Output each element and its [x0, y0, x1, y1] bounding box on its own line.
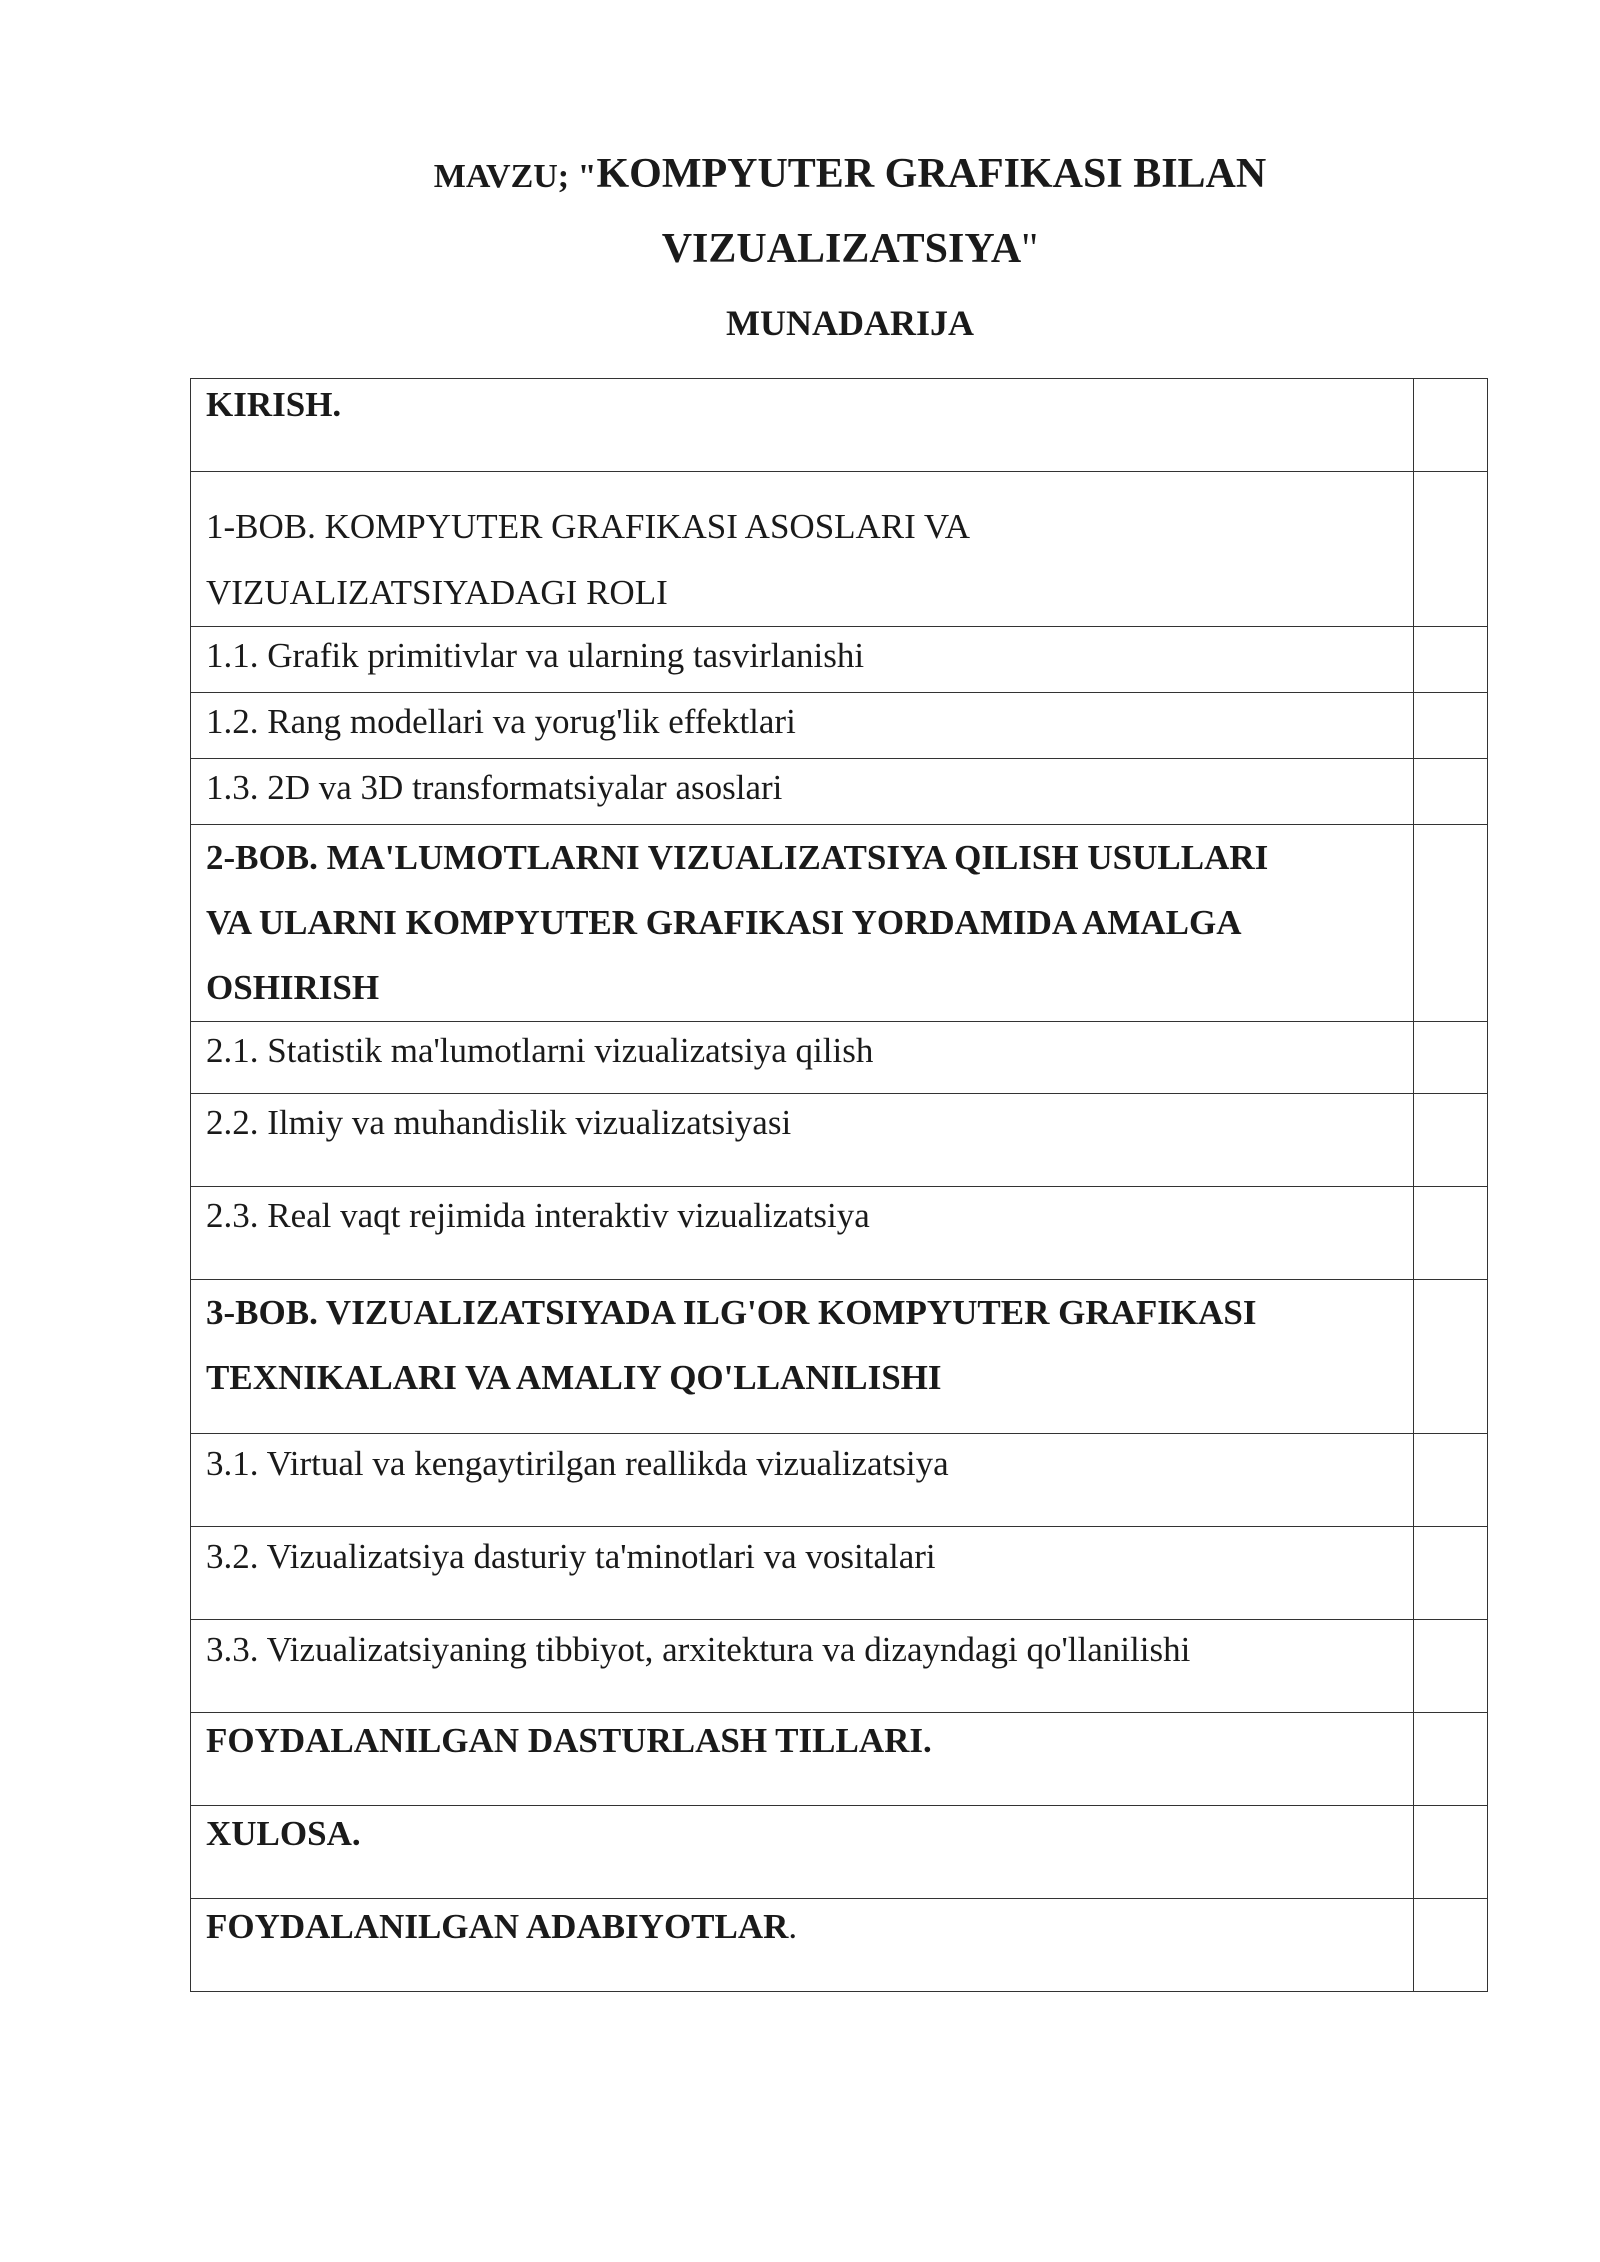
toc-page-cell	[1414, 472, 1488, 627]
toc-row	[191, 1899, 1488, 1992]
toc-entry-2-2: 2.2. Ilmiy va muhandislik vizualizatsiyasi	[191, 1094, 1414, 1187]
title-text-line2: VIZUALIZATSIYA	[661, 226, 1022, 272]
toc-row	[191, 1187, 1488, 1280]
toc-row	[191, 627, 1488, 693]
toc-entry-2-3: 2.3. Real vaqt rejimida interaktiv vizualizatsiya	[191, 1187, 1414, 1280]
toc-entry-languages: FOYDALANILGAN DASTURLASH TILLARI.	[191, 1713, 1414, 1806]
toc-page-cell	[1414, 1806, 1488, 1899]
toc-row	[191, 1620, 1488, 1713]
toc-page-cell	[1414, 1899, 1488, 1992]
toc-row	[191, 1434, 1488, 1527]
toc-page-cell	[1414, 379, 1488, 472]
toc-page-cell	[1414, 1434, 1488, 1527]
toc-entry-references	[191, 1899, 1414, 1992]
toc-entry-chapter-3	[191, 1280, 1414, 1434]
references-label: FOYDALANILGAN ADABIYOTLAR	[206, 1907, 789, 1946]
toc-entry-3-1: 3.1. Virtual va kengaytirilgan reallikda vizualizatsiya	[191, 1434, 1414, 1527]
chapter-2-line3: OSHIRISH	[206, 968, 380, 1007]
toc-page-cell	[1414, 759, 1488, 825]
document-title-line2	[0, 225, 1600, 273]
toc-page-cell	[1414, 1280, 1488, 1434]
chapter-1-line2: VIZUALIZATSIYADAGI ROLI	[206, 573, 668, 612]
toc-row	[191, 1022, 1488, 1094]
toc-entry-1-3: 1.3. 2D va 3D transformatsiyalar asoslari	[191, 759, 1414, 825]
contents-heading: MUNADARIJA	[726, 303, 974, 343]
toc-entry-chapter-2	[191, 825, 1414, 1022]
title-closing-quote: "	[1021, 226, 1039, 272]
chapter-1-line1: 1-BOB. KOMPYUTER GRAFIKASI ASOSLARI VA	[206, 507, 970, 546]
toc-page-cell	[1414, 1094, 1488, 1187]
toc-row	[191, 1527, 1488, 1620]
references-period: .	[788, 1907, 798, 1946]
document-title-line1	[0, 150, 1600, 198]
toc-entry-1-2: 1.2. Rang modellari va yorug'lik effektlari	[191, 693, 1414, 759]
toc-entry-2-1: 2.1. Statistik ma'lumotlarni vizualizatsiya qilish	[191, 1022, 1414, 1094]
toc-row	[191, 472, 1488, 627]
chapter-3-line1: 3-BOB. VIZUALIZATSIYADA ILG'OR KOMPYUTER GRAFIKASI	[206, 1293, 1257, 1332]
toc-page-cell	[1414, 693, 1488, 759]
toc-row	[191, 693, 1488, 759]
toc-row	[191, 379, 1488, 472]
toc-row	[191, 1094, 1488, 1187]
toc-row	[191, 759, 1488, 825]
toc-page-cell	[1414, 627, 1488, 693]
toc-row	[191, 825, 1488, 1022]
chapter-2-line1: 2-BOB. MA'LUMOTLARNI VIZUALIZATSIYA QILISH USULLARI	[206, 838, 1269, 877]
chapter-3-line2: TEXNIKALARI VA AMALIY QO'LLANILISHI	[206, 1358, 942, 1397]
toc-row	[191, 1280, 1488, 1434]
toc-entry-chapter-1	[191, 472, 1414, 627]
toc-entry-3-3: 3.3. Vizualizatsiyaning tibbiyot, arxitektura va dizayndagi qo'llanilishi	[191, 1620, 1414, 1713]
title-text-line1: KOMPYUTER GRAFIKASI BILAN	[596, 151, 1267, 197]
toc-page-cell	[1414, 1620, 1488, 1713]
toc-page-cell	[1414, 1187, 1488, 1280]
toc-entry-1-1: 1.1. Grafik primitivlar va ularning tasvirlanishi	[191, 627, 1414, 693]
toc-entry-kirish: KIRISH.	[191, 379, 1414, 472]
table-of-contents	[190, 378, 1488, 1992]
chapter-2-line2: VA ULARNI KOMPYUTER GRAFIKASI YORDAMIDA AMALGA	[206, 903, 1242, 942]
toc-page-cell	[1414, 1022, 1488, 1094]
toc-row	[191, 1806, 1488, 1899]
toc-entry-conclusion: XULOSA.	[191, 1806, 1414, 1899]
toc-entry-3-2: 3.2. Vizualizatsiya dasturiy ta'minotlari va vositalari	[191, 1527, 1414, 1620]
toc-page-cell	[1414, 1713, 1488, 1806]
toc-row	[191, 1713, 1488, 1806]
toc-page-cell	[1414, 825, 1488, 1022]
toc-page-cell	[1414, 1527, 1488, 1620]
title-prefix: MAVZU; "	[433, 158, 597, 195]
